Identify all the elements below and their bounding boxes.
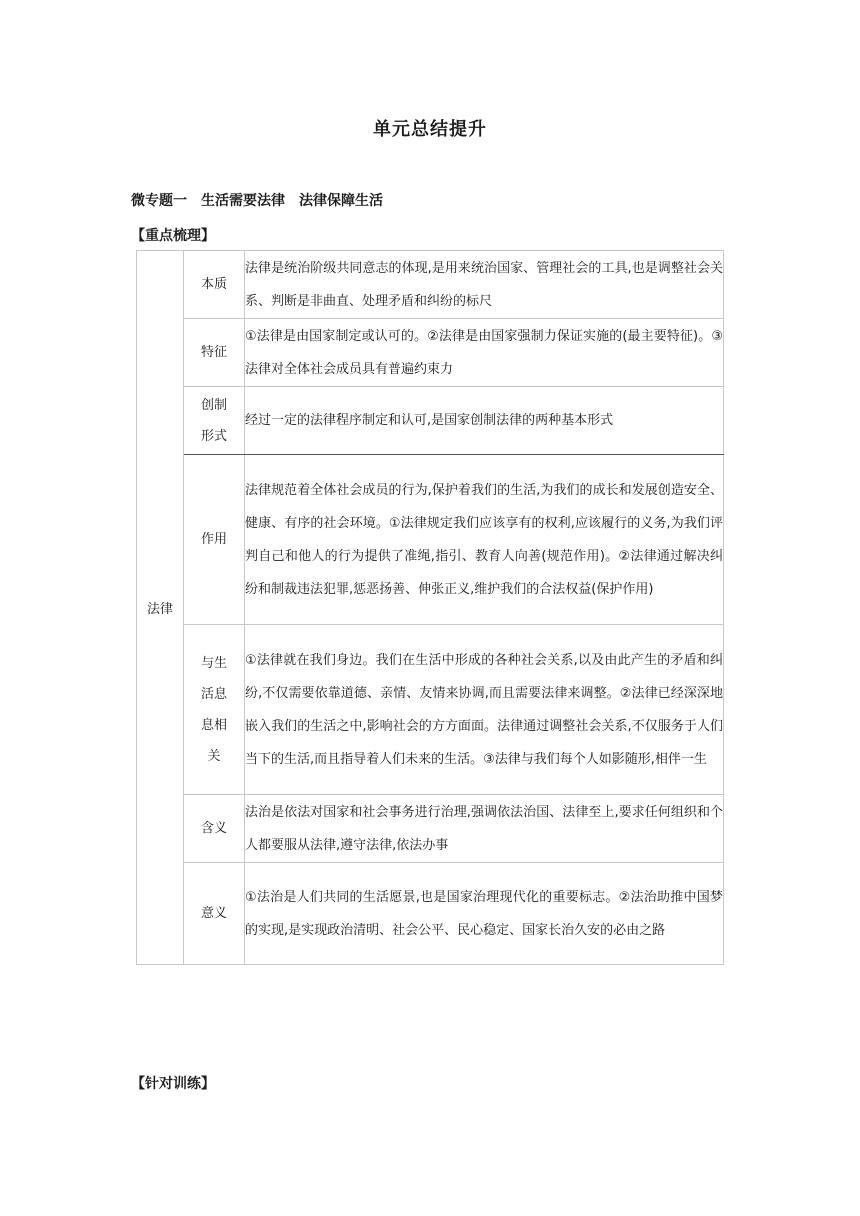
row-content: 法治是依法对国家和社会事务进行治理,强调依法治国、法律至上,要求任何组织和个人都要服从法律,遵守法律,依法办事	[245, 795, 724, 863]
row-content: ①法治是人们共同的生活愿景,也是国家治理现代化的重要标志。②法治助推中国梦的实现,是实现政治清明、社会公平、民心稳定、国家长治久安的必由之路	[245, 863, 724, 965]
group-label: 法律	[146, 602, 173, 617]
row-content: 法律是统治阶级共同意志的体现,是用来统治国家、管理社会的工具,也是调整社会关系、判断是非曲直、处理矛盾和纠纷的标尺	[245, 251, 724, 319]
row-label: 特征	[200, 345, 227, 360]
row-label: 意义	[200, 906, 227, 921]
row-label-cell	[184, 319, 245, 387]
row-content: 经过一定的法律程序制定和认可,是国家创制法律的两种基本形式	[245, 387, 724, 455]
group-cell	[137, 251, 184, 965]
section-label-review: 【重点梳理】	[131, 228, 215, 244]
row-label: 与生活息息相关	[200, 655, 227, 764]
row-label-cell	[184, 795, 245, 863]
row-label-cell	[184, 863, 245, 965]
topic-heading: 微专题一 生活需要法律 法律保障生活	[131, 193, 383, 209]
page-title: 单元总结提升	[373, 119, 487, 140]
summary-table	[136, 250, 724, 965]
row-content: ①法律是由国家制定或认可的。②法律是由国家强制力保证实施的(最主要特征)。③法律对全体社会成员具有普遍约束力	[245, 319, 724, 387]
row-label-cell	[184, 455, 245, 625]
row-label: 含义	[200, 821, 227, 836]
section-label-practice: 【针对训练】	[131, 1076, 215, 1092]
row-label-cell	[184, 251, 245, 319]
row-content: 法律规范着全体社会成员的行为,保护着我们的生活,为我们的成长和发展创造安全、健康、有序的社会环境。①法律规定我们应该享有的权利,应该履行的义务,为我们评判自己和他人的行为提供了准绳,指引、教育人向善(规范作用)。②法律通过解决纠纷和制裁违法犯罪,惩恶扬善、伸张正义,维护我们的合法权益(保护作用)	[245, 455, 724, 625]
row-label: 作用	[200, 532, 227, 547]
row-content: ①法律就在我们身边。我们在生活中形成的各种社会关系,以及由此产生的矛盾和纠纷,不仅需要依靠道德、亲情、友情来协调,而且需要法律来调整。②法律已经深深地嵌入我们的生活之中,影响社会的方方面面。法律通过调整社会关系,不仅服务于人们当下的生活,而且指导着人们未来的生活。③法律与我们每个人如影随形,相伴一生	[245, 625, 724, 795]
row-label-cell	[184, 625, 245, 795]
row-label: 本质	[200, 277, 227, 292]
row-label-cell	[184, 387, 245, 455]
row-label: 创制形式	[200, 397, 227, 444]
